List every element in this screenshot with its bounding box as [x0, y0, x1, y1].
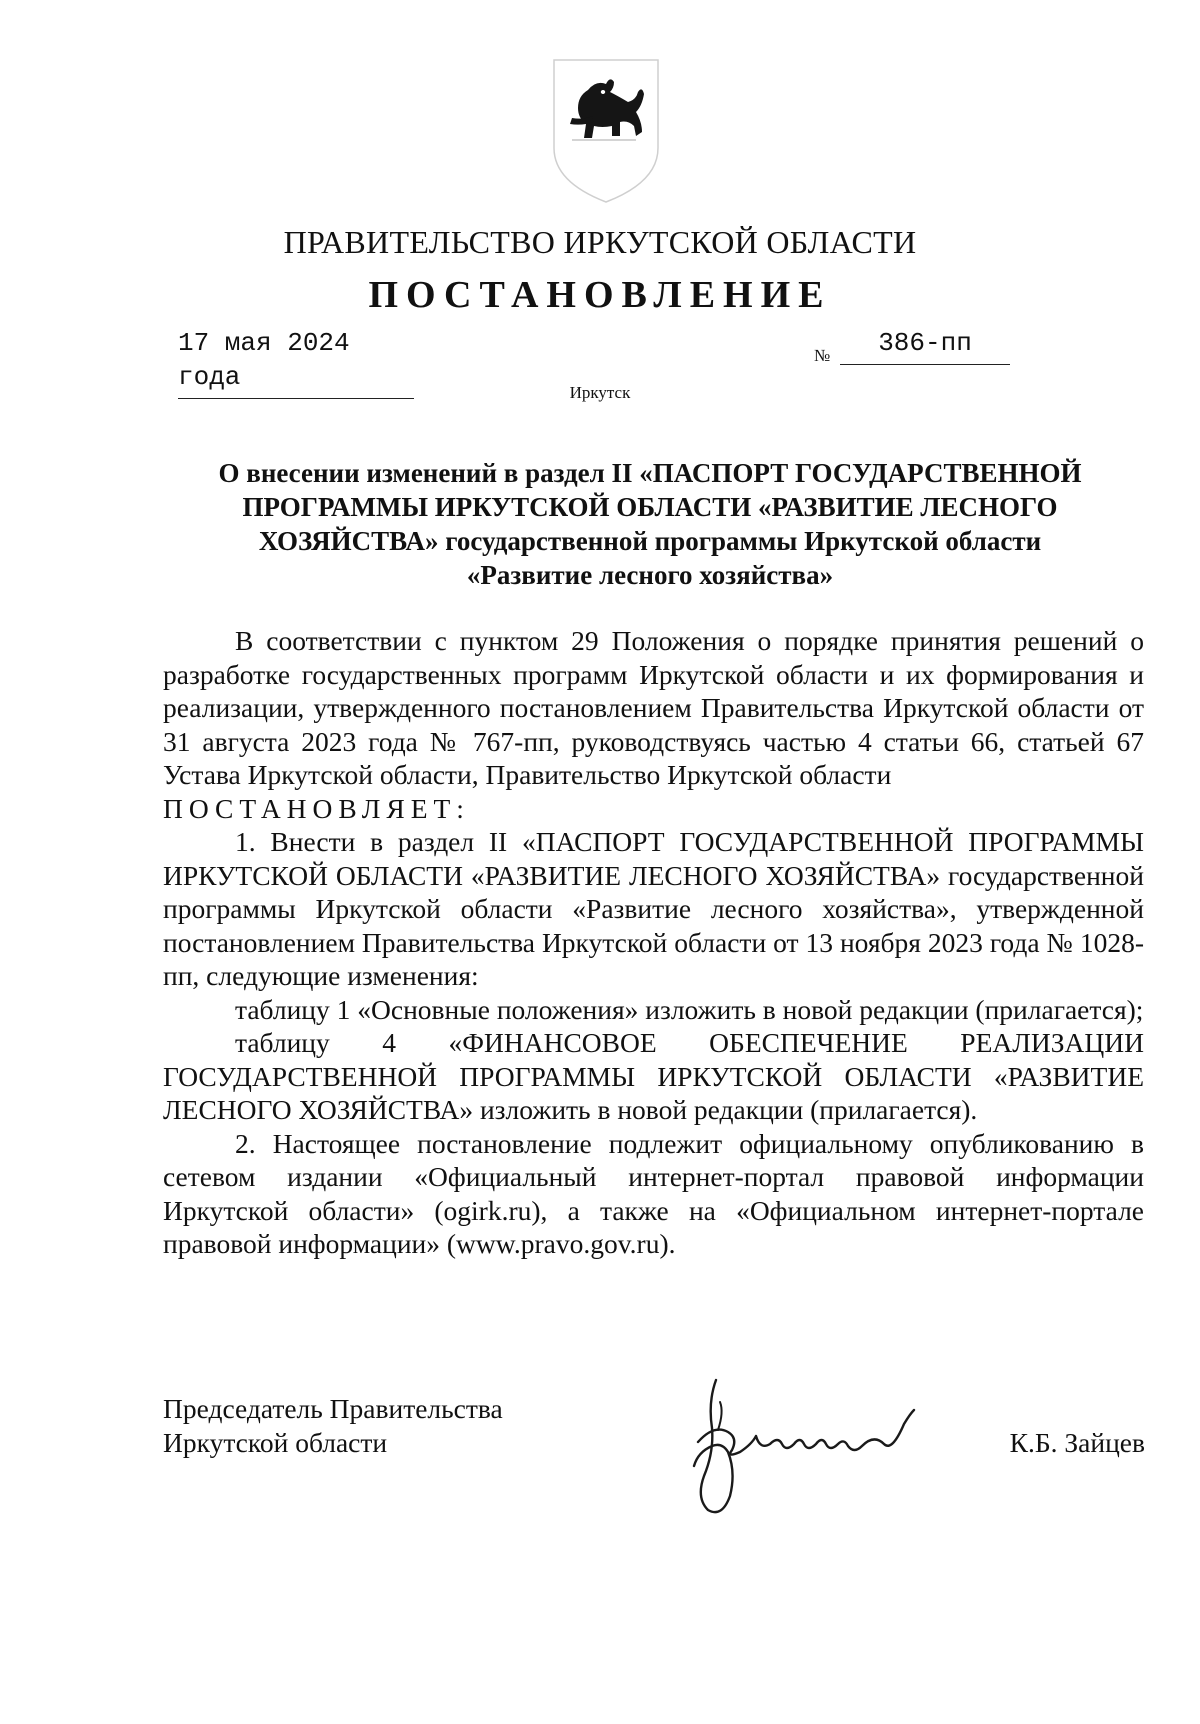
item-1-table-4-paragraph: таблицу 4 «ФИНАНСОВОЕ ОБЕСПЕЧЕНИЕ РЕАЛИЗАЦИИ ГОСУДАРСТВЕННОЙ ПРОГРАММЫ ИРКУТСКОЙ ОБЛАСТИ «РАЗВИТИЕ ЛЕСНОГО ХОЗЯЙСТВА» изложить в новой редакции (прилагается).	[163, 1027, 1144, 1125]
title-line: ПРОГРАММЫ ИРКУТСКОЙ ОБЛАСТИ «РАЗВИТИЕ ЛЕСНОГО	[242, 492, 1058, 522]
number-sign: №	[814, 346, 831, 365]
document-body	[163, 624, 1144, 1261]
preamble-paragraph: В соответствии с пунктом 29 Положения о порядке принятия решений о разработке государственных программ Иркутской области и их формирования и реализации, утвержденного постановлением Правительства Иркутской области от 31 августа 2023 года № 767-пп, руководствуясь частью 4 статьи 66, статьей 67 Устава Иркутской области, Правительство Иркутской области	[163, 625, 1144, 790]
handwritten-signature-icon	[668, 1372, 938, 1522]
position-line: Председатель Правительства	[163, 1393, 503, 1424]
document-type: ПОСТАНОВЛЕНИЕ	[368, 274, 832, 316]
item-1-table-1-paragraph: таблицу 1 «Основные положения» изложить в новой редакции (прилагается);	[235, 993, 1144, 1025]
decree-word: ПОСТАНОВЛЯЕТ:	[163, 792, 470, 824]
irkutsk-babr-coat-of-arms-icon	[548, 56, 664, 206]
title-line: О внесении изменений в раздел II «ПАСПОРТ ГОСУДАРСТВЕННОЙ	[218, 458, 1082, 488]
document-number-block	[814, 326, 1010, 368]
title-line: «Развитие лесного хозяйства»	[466, 560, 834, 590]
document-date: 17 мая 2024 года	[178, 326, 414, 399]
government-name: ПРАВИТЕЛЬСТВО ИРКУТСКОЙ ОБЛАСТИ	[283, 224, 917, 260]
document-title	[178, 456, 1122, 592]
position-line: Иркутской области	[163, 1427, 388, 1458]
signer-name: К.Б. Зайцев	[1009, 1427, 1145, 1458]
title-line: ХОЗЯЙСТВА» государственной программы Иркутской области	[258, 526, 1042, 556]
item-1-paragraph: 1. Внести в раздел II «ПАСПОРТ ГОСУДАРСТВЕННОЙ ПРОГРАММЫ ИРКУТСКОЙ ОБЛАСТИ «РАЗВИТИЕ ЛЕСНОГО ХОЗЯЙСТВА» государственной программы Иркутской области «Развитие лесного хозяйства», утвержденной постановлением Правительства Иркутской области от 13 ноября 2023 года № 1028-пп, следующие изменения:	[163, 826, 1144, 991]
item-2-paragraph: 2. Настоящее постановление подлежит официальному опубликованию в сетевом издании «Официальный интернет-портал правовой информации Иркутской области» (ogirk.ru), а также на «Официальном интернет-портале правовой информации» (www.pravo.gov.ru).	[163, 1127, 1144, 1259]
city-name: Иркутск	[569, 383, 631, 402]
signatory-position	[163, 1392, 583, 1460]
document-number: 386-пп	[840, 326, 1010, 365]
